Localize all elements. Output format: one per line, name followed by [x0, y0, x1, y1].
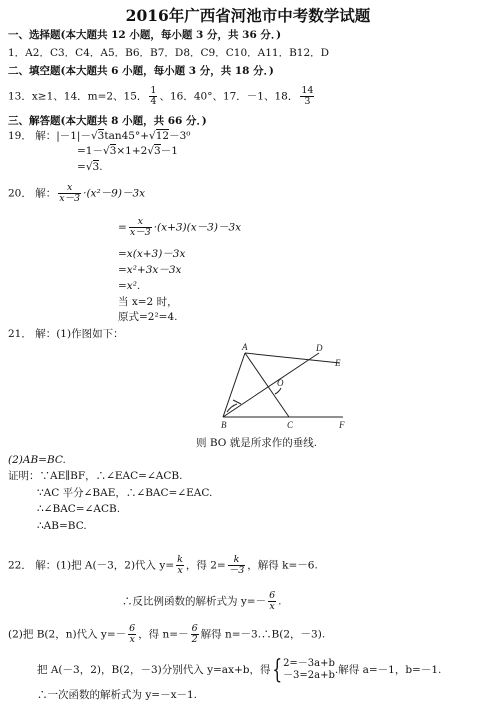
text: .解得 a=－1，b=－1. — [334, 664, 442, 676]
point-label-c: C — [287, 420, 294, 430]
figure-caption: 则 BO 就是所求作的垂线. — [196, 437, 318, 449]
equation-2: －3=2a+b — [283, 670, 335, 681]
radicand: 3 — [97, 130, 105, 142]
frac-num: x — [58, 183, 81, 194]
q20-line-2 — [118, 217, 241, 238]
q21-part-2: (2)AB=BC. — [8, 454, 66, 466]
q22-line-1 — [8, 555, 318, 576]
q22-line-5: ∴一次函数的解析式为 y=－x－1. — [37, 689, 198, 701]
radicand: 12 — [155, 130, 170, 142]
frac-num: 6 — [129, 623, 136, 634]
q19-line-1 — [8, 130, 190, 143]
text: ，得 2= — [185, 559, 226, 572]
point-label-b: B — [221, 420, 227, 430]
text: －1 — [160, 145, 178, 157]
frac-num: k — [228, 555, 246, 566]
q22-line-4 — [37, 657, 441, 683]
q20-line-3: =x(x+3)－3x — [118, 248, 186, 260]
text: tan45°+ — [104, 130, 150, 142]
text: . — [99, 161, 103, 173]
fraction-18 — [300, 86, 314, 107]
q20-line-6: 当 x=2 时， — [118, 296, 178, 308]
page-title: 2016年广西省河池市中考数学试题 — [125, 6, 371, 25]
text: ×1+2 — [116, 145, 148, 157]
text: ·(x²－9)－3x — [83, 187, 146, 200]
text: . — [278, 595, 282, 608]
text: = — [118, 221, 127, 234]
frac-den: x－3 — [129, 227, 151, 238]
sqrt-symbol: √ — [85, 161, 93, 173]
text: = — [77, 161, 86, 173]
radicand: 3 — [154, 145, 161, 157]
frac-den: x — [177, 565, 183, 576]
frac-num: 14 — [301, 85, 314, 96]
fraction-15 — [149, 86, 157, 107]
tick-mark — [233, 400, 241, 404]
text: 解得 n=－3.∴B(2，－3). — [200, 628, 326, 641]
frac-den: 3 — [304, 96, 311, 107]
text: ，解得 k=－6. — [247, 559, 318, 572]
answers-16-18: 、16．40°、17．－1、18． — [159, 90, 299, 103]
q22-line-3 — [8, 624, 325, 645]
proof-line-1: 证明：∵AE∥BF，∴∠EAC=∠ACB. — [8, 470, 183, 482]
section-2-heading: 二、填空题(本大题共 6 小题，每小题 3 分，共 18 分．) — [8, 65, 274, 77]
point-label-d: D — [316, 343, 323, 353]
section-1-answers: 1．A2．C3．C4．A5．B6．B7．D8．C9．C10．A11．B12．D — [8, 47, 330, 59]
point-label-o: O — [277, 378, 284, 388]
segment-ab — [223, 353, 245, 417]
text: 22． 解：(1)把 A(－3，2)代入 y= — [8, 559, 175, 572]
point-label-f: F — [339, 420, 345, 430]
fraction — [128, 624, 136, 645]
q20-line-4: =x²+3x－3x — [118, 264, 182, 276]
proof-line-2: ∵AC 平分∠BAE，∴∠BAC=∠EAC. — [37, 487, 213, 499]
text: =1－ — [77, 145, 103, 157]
q20-line-1 — [8, 183, 145, 204]
section-2-answers — [8, 86, 316, 107]
arc-mark-2 — [275, 388, 281, 394]
q22-line-2 — [122, 591, 281, 612]
section-1-heading: 一、选择题(本大题共 12 小题，每小题 3 分，共 36 分．) — [8, 29, 282, 41]
text: ∴反比例函数的解析式为 y=－ — [122, 595, 267, 608]
equation-1: 2=－3a+b — [283, 658, 335, 669]
fraction — [228, 555, 246, 576]
fraction — [58, 183, 81, 204]
sqrt-symbol: √ — [147, 145, 155, 157]
segment-bd — [223, 353, 319, 417]
q19-line-2 — [77, 145, 178, 158]
radicand: 3 — [109, 145, 117, 157]
frac-den: －3 — [228, 565, 245, 576]
proof-line-3: ∴∠BAC=∠ACB. — [37, 503, 121, 515]
fraction — [191, 624, 199, 645]
frac-num: k — [177, 554, 183, 565]
frac-den: x — [129, 634, 135, 645]
fraction — [176, 555, 184, 576]
text: (2)把 B(2，n)代入 y=－ — [8, 628, 127, 641]
text: －3⁰ — [169, 130, 191, 142]
q20-line-5: =x². — [118, 280, 141, 292]
fraction — [129, 217, 152, 238]
text: 19． 解：|－1|－ — [8, 130, 91, 142]
section-3-heading: 三、解答题(本大题共 8 小题，共 66 分．) — [8, 115, 207, 127]
construction-diagram — [215, 342, 355, 434]
frac-den: x — [269, 601, 275, 612]
frac-den: 4 — [150, 96, 157, 107]
segment-ae — [245, 353, 340, 363]
point-label-e: E — [335, 358, 341, 368]
q19-line-3 — [77, 161, 103, 174]
text: 20． 解： — [8, 187, 57, 200]
frac-num: 6 — [191, 623, 198, 634]
radicand: 3 — [92, 161, 100, 173]
answers-13-15: 13．x≥1、14．m=2、15． — [8, 90, 148, 103]
frac-num: 1 — [150, 85, 157, 96]
point-label-a: A — [242, 342, 248, 352]
frac-num: 6 — [269, 590, 276, 601]
text: 把 A(－3，2)，B(2，－3)分别代入 y=ax+b，得 — [37, 664, 271, 676]
text: ·(x+3)(x－3)－3x — [153, 221, 242, 234]
frac-num: x — [129, 217, 152, 228]
sqrt-symbol: √ — [149, 130, 156, 142]
frac-den: x－3 — [59, 193, 81, 204]
q20-line-7: 原式=2²=4. — [118, 311, 178, 323]
proof-line-4: ∴AB=BC. — [37, 520, 87, 532]
sqrt-symbol: √ — [90, 130, 98, 142]
fraction — [268, 591, 276, 612]
equation-system — [283, 658, 335, 682]
frac-den: 2 — [191, 634, 198, 645]
sqrt-symbol: √ — [102, 145, 110, 157]
q21-line-1: 21． 解：(1)作图如下： — [8, 328, 124, 340]
brace-symbol: { — [271, 655, 282, 685]
text: ，得 n=－ — [138, 628, 189, 641]
